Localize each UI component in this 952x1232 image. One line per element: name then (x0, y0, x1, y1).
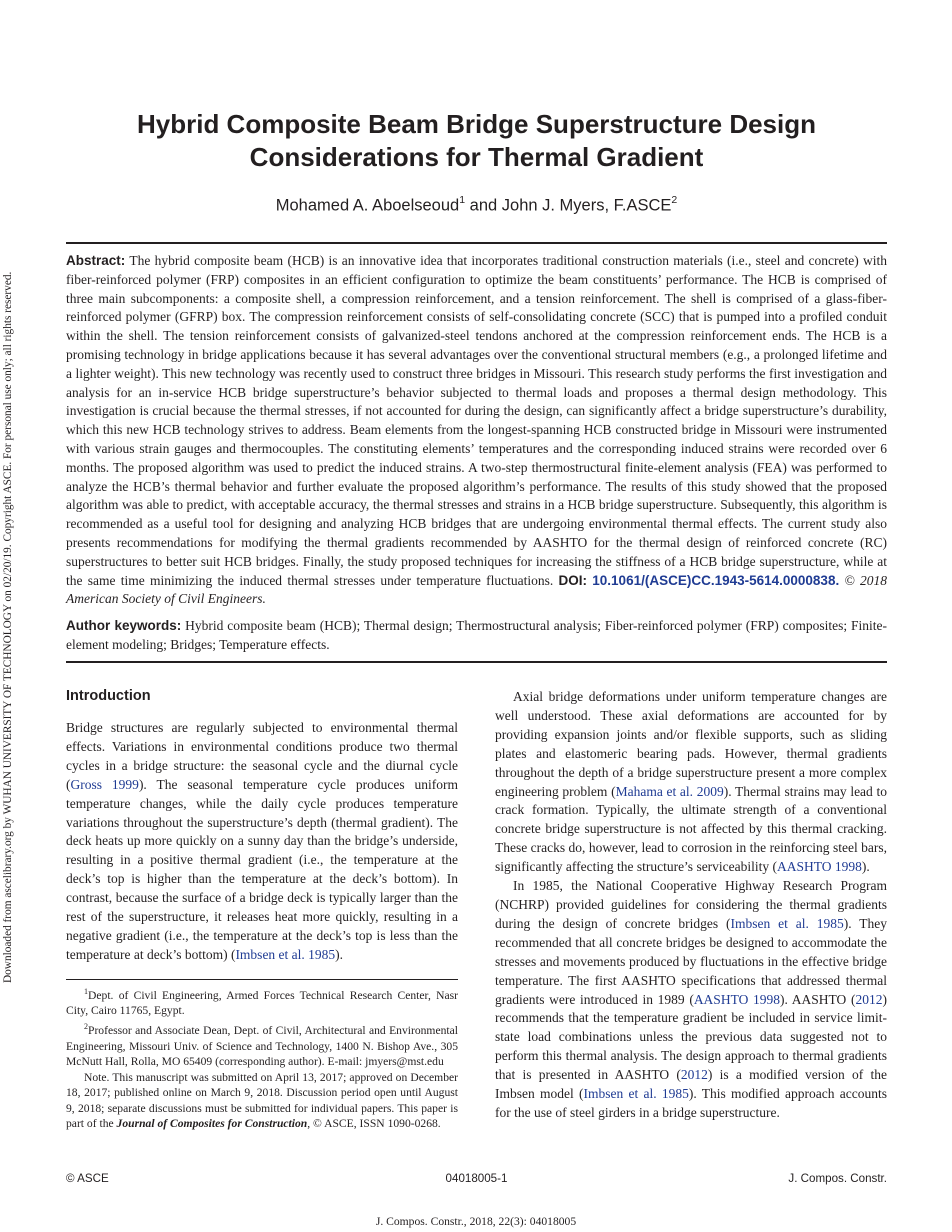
footnote-rule (66, 979, 458, 980)
paper-title (66, 108, 887, 174)
abstract (66, 252, 887, 609)
bottom-citation: J. Compos. Constr., 2018, 22(3): 04018005 (375, 1215, 577, 1228)
title-line-1: Hybrid Composite Beam Bridge Superstructure Design (136, 109, 817, 139)
footnote-marker: 1 (84, 987, 88, 996)
footer-page-id: 04018005-1 (445, 1172, 508, 1185)
text-run: ). This modified approach accounts for the use of steel girders in a bridge superstructure. (495, 1086, 887, 1120)
note-text: Note. This manuscript was submitted on April 13, 2017; approved on December 18, 2017; published online on March 9, 2018. Discussion period open until August 9, 2018; separate discussions must be submitted for individual papers. This paper is part of the (66, 1070, 458, 1131)
footer-copyright: © ASCE (66, 1172, 109, 1185)
doi-label: DOI: (558, 572, 587, 588)
footnote-1 (66, 984, 458, 1019)
citation-link[interactable]: AASHTO 1998 (693, 991, 780, 1007)
footer-journal: J. Compos. Constr. (788, 1172, 887, 1185)
text-run: ) recommends that the temperature gradient be included in service limit-state load combinations unless the previous data suggested not to perform this thermal analysis. The design approach to thermal gradients that is presented in AASHTO ( (495, 991, 887, 1083)
citation-link[interactable]: 2012 (680, 1067, 708, 1083)
text-run: ). AASHTO ( (780, 991, 856, 1007)
footnote-marker: 2 (84, 1022, 88, 1032)
text-run: ). (335, 946, 344, 962)
footnote-text: Dept. of Civil Engineering, Armed Forces Technical Research Center, Nasr City, Cairo 11765, Egypt. (66, 988, 458, 1018)
citation-link[interactable]: Imbsen et al. 1985 (235, 946, 336, 962)
author-separator: and (465, 196, 502, 215)
abstract-copyright: © 2018 American Society of Civil Engineers. (66, 572, 888, 607)
citation-link[interactable]: Imbsen et al. 1985 (730, 915, 844, 931)
intro-paragraph-1 (66, 719, 458, 965)
author-2[interactable]: John J. Myers, F.ASCE (501, 196, 672, 215)
journal-name: Journal of Composites for Construction (116, 1117, 308, 1131)
right-column-body (495, 688, 887, 1123)
doi-link[interactable]: 10.1061/(ASCE)CC.1943-5614.0000838. (592, 572, 840, 588)
intro-paragraph-3 (495, 877, 887, 1123)
footnote-2 (66, 1019, 458, 1070)
section-heading-introduction: Introduction (66, 688, 151, 704)
manuscript-note (66, 1070, 458, 1132)
author-2-affil: 2 (671, 194, 678, 206)
abstract-top-rule (66, 242, 887, 244)
text-run: ). They recommended that all concrete bridges be designed to accommodate the stresses and movements produced by fluctuations in the effective bridge temperature. The first AASHTO specifications that addressed thermal gradients were introduced in 1989 ( (495, 915, 887, 1007)
citation-link[interactable]: Gross 1999 (70, 776, 139, 792)
footnote-text: Professor and Associate Dean, Dept. of Civil, Architectural and Environmental Engineering, Missouri Univ. of Science and Technology, 1400 N. Bishop Ave., 305 McNutt Hall, Rolla, MO 65409 (corresponding author). E-mail: jmyers@mst.edu (66, 1023, 458, 1069)
author-1[interactable]: Mohamed A. Aboelseoud (275, 196, 460, 215)
keywords-label: Author keywords: (66, 618, 182, 633)
citation-link[interactable]: 2012 (855, 991, 883, 1007)
citation-link[interactable]: AASHTO 1998 (777, 859, 862, 875)
text-run: Axial bridge deformations under uniform temperature changes are well understood. These axial deformations are accounted for by providing expansion joints and/or flexible supports, such as sliding plates and elastomeric bearing pads. However, thermal gradients throughout the depth of a bridge superstructure present a more complex engineering problem ( (495, 689, 887, 799)
citation-link[interactable]: Mahama et al. 2009 (615, 783, 724, 799)
download-notice: Downloaded from ascelibrary.org by WUHAN UNIVERSITY OF TECHNOLOGY on 02/20/19. Copyright ASCE. For personal use only; all rights reserved. (2, 271, 14, 983)
text-run: Bridge structures are regularly subjected to environmental thermal effects. Variations in environmental conditions produce two thermal cycles in a bridge structure: the seasonal cycle and the diurnal cycle ( (66, 720, 458, 792)
text-run: In 1985, the National Cooperative Highway Research Program (NCHRP) provided guidelines for considering the thermal gradients during the design of concrete bridges ( (495, 878, 887, 931)
title-line-2: Considerations for Thermal Gradient (249, 142, 704, 172)
author-1-affil: 1 (459, 194, 466, 206)
abstract-label: Abstract: (66, 253, 126, 268)
abstract-bottom-rule (66, 661, 887, 663)
note-text: , © ASCE, ISSN 1090-0268. (307, 1117, 441, 1131)
text-run: ). (861, 859, 870, 875)
keywords-text: Hybrid composite beam (HCB); Thermal design; Thermostructural analysis; Fiber-reinforced polymer (FRP) composites; Finite-element modeling; Bridges; Temperature effects. (66, 618, 888, 652)
author-keywords (66, 617, 887, 655)
author-list (66, 191, 887, 216)
abstract-text: The hybrid composite beam (HCB) is an innovative idea that incorporates traditional construction materials (i.e., steel and concrete) with fiber-reinforced polymer (FRP) composites in an efficient configuration to optimize the beam constituents’ performance. The HCB is comprised of three main subcomponents: a composite shell, a compression reinforcement, and a tension reinforcement. The shell is comprised of a glass-fiber-reinforced polymer (GFRP) box. The compression reinforcement consists of self-consolidating concrete (SCC) that is pumped into a profiled conduit within the shell. The tension reinforcement consists of galvanized-steel tendons anchored at the compression reinforcement ends. The HCB is a promising technology in bridge applications because it has several advantages over the conventional structural members (e.g., a prolonged lifetime and a lighter weight). This new technology was recently used to construct three bridges in Missouri. This research study performs the first investigation and analysis for an in-service HCB bridge superstructure’s behavior subjected to thermal loads and proposes a thermal design methodology. This investigation is crucial because the thermal stresses, if not accounted for during the design, can significantly affect a bridge superstructure’s durability, which this new HCB technology strives to address. Beam elements from the longest-spanning HCB constructed bridge in Missouri were instrumented with various strain gauges and thermocouples. The constituting elements’ temperatures and the corresponding induced strains were recorded over 6 months. The proposed algorithm was used to predict the induced strains. A two-step thermostructural finite-element analysis (FEA) was performed to analyze the HCB’s thermal behavior and further evaluate the proposed algorithm’s performance. The results of this study showed that the proposed algorithm was able to predict, with acceptable accuracy, the thermal stresses and strains in a HCB bridge superstructure. Subsequently, this algorithm is recommended as a useful tool for designing and analyzing HCB bridges that are undergoing environmental thermal effects. The current study also presents recommendations for modifying the thermal gradients recommended by AASHTO for the thermal design of reinforced concrete (RC) superstructures to better suit HCB bridges. Finally, the study proposed techniques for increasing the stiffness of a HCB bridge superstructure, while at the same time minimizing the induced thermal stresses under temperature fluctuations. (66, 253, 887, 588)
citation-link[interactable]: Imbsen et al. 1985 (583, 1086, 689, 1102)
intro-paragraph-2 (495, 688, 887, 877)
text-run: ) is a modified version of the Imbsen model ( (495, 1067, 887, 1102)
footnotes (66, 984, 458, 1132)
text-run: ). The seasonal temperature cycle produces uniform temperature changes, while the daily cycle produces temperature variations throughout the superstructure’s depth (thermal gradient). The deck heats up more quickly on a sunny day than the bridge’s underside, resulting in a positive thermal gradient (i.e., the temperature at the deck’s top is higher than the temperature at the deck’s bottom). In contrast, because the surface of a bridge deck is typically larger than the rest of the superstructure, it releases heat more quickly, resulting in a negative gradient (i.e., the temperature at the deck’s top is less than the temperature at deck’s bottom) ( (66, 776, 458, 962)
left-column-body (66, 719, 458, 965)
text-run: ). Thermal strains may lead to crack formation. Typically, the ultimate strength of a conventional concrete bridge superstructure is not affected by this thermal cracking. These cracks do, however, lead to corrosion in the reinforcing steel bars, significantly affecting the structure’s serviceability ( (495, 783, 887, 875)
